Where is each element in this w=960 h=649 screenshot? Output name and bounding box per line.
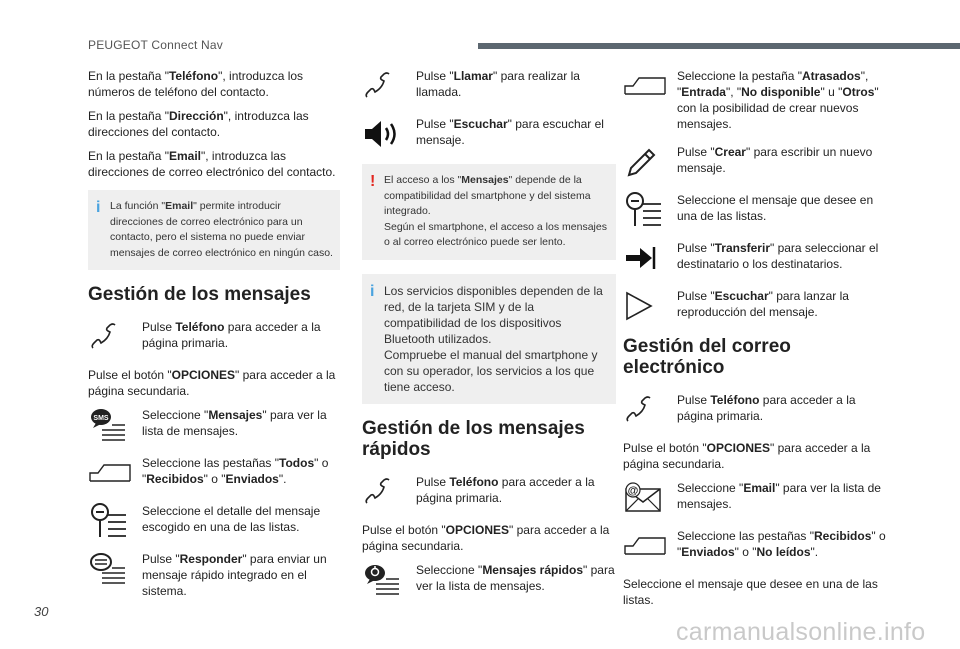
instruction-row: Seleccione la pestaña "Atrasados", "Entrada", "No disponible" u "Otros" con la posibilidad de crear nuevos mensajes.: [623, 68, 891, 132]
phone-icon: [362, 474, 416, 510]
info-text: La función "Email" permite introducir direcciones de correo electrónico para un contacto, pero el sistema no puede enviar mensajes de correo electrónico en ningún caso.: [110, 200, 333, 259]
forward-icon: [623, 240, 677, 276]
column-3: [623, 68, 891, 616]
warning-text: El acceso a los "Mensajes" depende de la compatibilidad del smartphone y del sistema integrado. Según el smartphone, el acceso a los mensajes o al correo electrónico puede ser lento.: [384, 174, 607, 248]
page-number: 30: [34, 604, 49, 619]
instruction-row: Pulse "Escuchar" para lanzar la reproducción del mensaje.: [623, 288, 891, 324]
paragraph-options: Pulse el botón "OPCIONES" para acceder a la página secundaria.: [88, 368, 336, 398]
info-text: Los servicios disponibles dependen de la red, de la tarjeta SIM y de la compatibilidad de los dispositivos Bluetooth utilizados. Compruebe el manual del smartphone y con su operador, los servicios a los que tiene acceso.: [384, 283, 603, 394]
section-heading-quick-messages: Gestión de los mensajes rápidos: [362, 417, 585, 460]
instruction-row: SMS Seleccione "Mensajes" para ver la lista de mensajes.: [88, 407, 340, 443]
info-icon: i: [96, 199, 101, 216]
quick-message-list-icon: [362, 562, 416, 598]
instruction-row: Seleccione "Mensajes rápidos" para ver la lista de mensajes.: [362, 562, 616, 598]
header-bar: [478, 43, 960, 49]
detail-list-icon: [88, 503, 142, 539]
warning-icon: !: [370, 173, 376, 190]
document-header-title: PEUGEOT Connect Nav: [88, 38, 223, 52]
email-at-label: @: [627, 485, 639, 497]
instruction-row: Pulse "Responder" para enviar un mensaje rápido integrado en el sistema.: [88, 551, 340, 599]
instruction-row: Pulse "Escuchar" para escuchar el mensaje.: [362, 116, 616, 152]
instruction-row: Seleccione las pestañas "Todos" o "Recibidos" o "Enviados".: [88, 455, 340, 491]
warning-box: [362, 164, 616, 260]
instruction-row: Seleccione las pestañas "Recibidos" o "Enviados" o "No leídos".: [623, 528, 891, 564]
info-box-services: [362, 274, 616, 404]
call-icon: [362, 68, 416, 104]
instruction-row: Pulse Teléfono para acceder a la página primaria.: [362, 474, 616, 510]
paragraph-direccion-tab: En la pestaña "Dirección", introduzca las direcciones del contacto.: [88, 109, 309, 139]
detail-list-icon: [623, 192, 677, 228]
column-1: [88, 68, 340, 611]
email-envelope-icon: [623, 480, 677, 516]
instruction-row: Pulse "Crear" para escribir un nuevo mensaje.: [623, 144, 891, 180]
instruction-row: Pulse Teléfono para acceder a la página primaria.: [623, 392, 891, 428]
instruction-row: @ Seleccione "Email" para ver la lista de mensajes.: [623, 480, 891, 516]
paragraph-email-tab: En la pestaña "Email", introduzca las direcciones de correo electrónico del contacto.: [88, 149, 336, 179]
pencil-icon: [623, 144, 677, 180]
column-2: [362, 68, 616, 610]
paragraph-options: Pulse el botón "OPCIONES" para acceder a la página secundaria.: [623, 441, 871, 471]
tabs-icon: [623, 528, 677, 564]
reply-list-icon: [88, 551, 142, 587]
play-icon: [623, 288, 677, 324]
instruction-row: Seleccione el mensaje que desee en una de las listas.: [623, 192, 891, 228]
info-icon: i: [370, 282, 375, 300]
instruction-row: Pulse "Llamar" para realizar la llamada.: [362, 68, 616, 104]
instruction-row: Pulse "Transferir" para seleccionar el destinatario o los destinatarios.: [623, 240, 891, 276]
paragraph-select-message: Seleccione el mensaje que desee en una de las listas.: [623, 577, 878, 607]
tabs-icon: [623, 68, 677, 104]
sms-list-icon: [88, 407, 142, 443]
phone-icon: [88, 319, 142, 355]
instruction-row: Pulse Teléfono para acceder a la página primaria.: [88, 319, 340, 355]
paragraph-options: Pulse el botón "OPCIONES" para acceder a la página secundaria.: [362, 522, 610, 553]
section-heading-email: Gestión del correo electrónico: [623, 336, 791, 378]
instruction-row: Seleccione el detalle del mensaje escogido en una de las listas.: [88, 503, 340, 539]
tabs-icon: [88, 455, 142, 491]
paragraph-telefono-tab: En la pestaña "Teléfono", introduzca los números de teléfono del contacto.: [88, 69, 304, 99]
phone-icon: [623, 392, 677, 428]
info-box-email: [88, 190, 340, 270]
section-heading-messages: Gestión de los mensajes: [88, 284, 311, 305]
sms-label: SMS: [93, 415, 109, 422]
watermark: carmanualsonline.info: [676, 618, 926, 646]
speaker-icon: [362, 116, 416, 152]
